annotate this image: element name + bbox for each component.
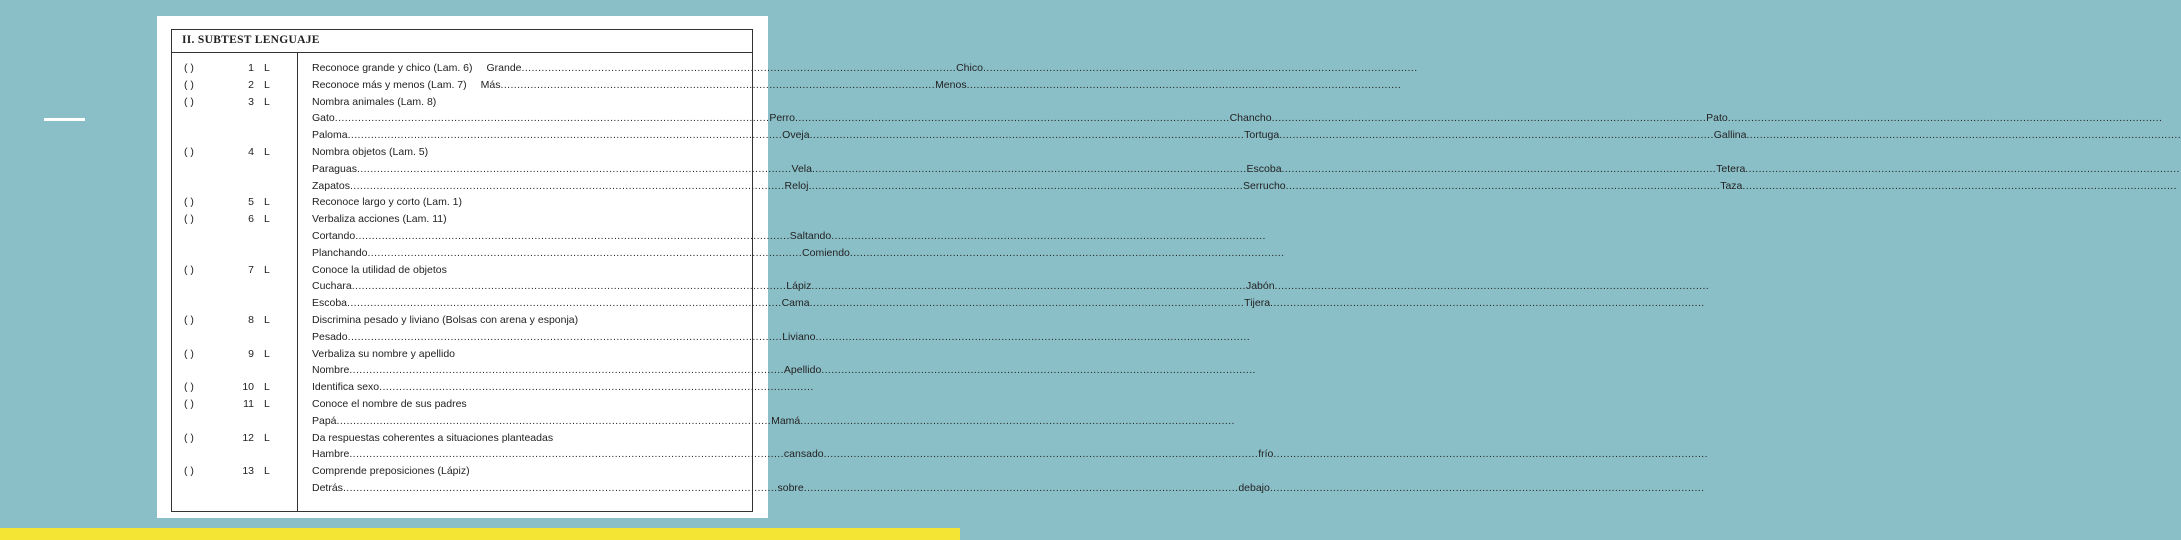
item-fill-row (172, 228, 832, 244)
answer-field (1244, 295, 1704, 311)
answer-blank[interactable] (348, 127, 783, 143)
item-content (312, 144, 732, 160)
answer-label: Perro (769, 112, 796, 125)
item-number: 2 (248, 78, 254, 91)
item-number: 10 (242, 381, 254, 394)
answer-blank[interactable] (824, 446, 1259, 462)
answer-field (312, 446, 784, 462)
item-number: 11 (243, 398, 254, 410)
answer-label: Comiendo (802, 246, 850, 259)
answer-label: Zapatos (312, 179, 350, 192)
item-code: L (264, 78, 270, 91)
answer-field (1238, 480, 1704, 496)
answer-field (1246, 278, 1709, 294)
item-code: L (264, 314, 270, 326)
answer-blank[interactable] (810, 127, 1245, 143)
answer-field (312, 245, 802, 261)
item-fill-row (172, 446, 1274, 462)
item-row (172, 60, 983, 76)
item-checkbox[interactable]: ( ) (184, 95, 194, 108)
item-number: 13 (242, 465, 254, 478)
item-content (312, 60, 983, 76)
answer-field (769, 110, 1229, 126)
answer-blank[interactable] (821, 362, 1256, 378)
item-content (312, 278, 1275, 294)
answer-label: Tijera (1244, 297, 1271, 310)
answer-field (1244, 127, 1714, 143)
answer-blank[interactable] (811, 278, 1246, 294)
item-checkbox[interactable]: ( ) (184, 263, 194, 276)
answer-label: Chancho (1229, 112, 1272, 125)
answer-field (778, 480, 1239, 496)
answer-label: Saltando (789, 230, 832, 242)
answer-label: Pato (1706, 112, 1728, 125)
item-description: Da respuestas coherentes a situaciones planteadas (312, 431, 554, 444)
answer-field (786, 278, 1246, 294)
answer-blank[interactable] (831, 228, 1266, 244)
answer-blank[interactable] (357, 161, 792, 177)
item-content (312, 211, 732, 227)
answer-blank[interactable] (808, 178, 1243, 194)
item-description: Reconoce más y menos (Lam. 7) (312, 78, 467, 91)
answer-label: Escoba (1246, 162, 1282, 175)
answer-label: Cama (781, 297, 810, 310)
answer-blank[interactable] (350, 178, 785, 194)
item-content (312, 295, 1271, 311)
answer-field (782, 295, 1245, 311)
document-page (157, 16, 1747, 518)
answer-blank[interactable] (335, 110, 770, 126)
answer-label: Serrucho (1243, 179, 1286, 192)
answer-field (312, 413, 771, 429)
answer-label: Gato (312, 112, 335, 125)
item-row (172, 262, 752, 278)
answer-blank[interactable] (1272, 110, 1707, 126)
item-content (312, 413, 801, 429)
item-content (312, 312, 732, 328)
answer-blank[interactable] (804, 480, 1239, 496)
item-description: Discrimina pesado y liviano (Bolsas con arena y esponja) (312, 314, 579, 326)
item-checkbox[interactable]: ( ) (184, 314, 194, 326)
item-content (312, 228, 832, 244)
item-content (312, 194, 732, 210)
item-number: 4 (248, 146, 254, 158)
answer-blank[interactable] (1746, 127, 2181, 143)
answer-label: Tetera (1716, 162, 1746, 175)
answer-blank[interactable] (1282, 161, 1717, 177)
item-fill-row (172, 295, 1271, 311)
answer-field (487, 60, 957, 76)
answer-field (1243, 178, 1720, 194)
answer-label: Mamá (771, 414, 801, 427)
item-number: 6 (248, 213, 254, 226)
answer-field (782, 127, 1244, 143)
answer-blank[interactable] (812, 161, 1247, 177)
answer-field (790, 228, 1266, 244)
answer-label: Pesado (312, 330, 348, 343)
answer-field (481, 77, 935, 93)
answer-label: Papá (312, 414, 337, 427)
accent-dash (44, 118, 85, 121)
item-row (172, 430, 752, 446)
item-description: Comprende preposiciones (Lápiz) (312, 465, 470, 478)
answer-blank[interactable] (795, 110, 1230, 126)
answer-field (312, 110, 769, 126)
item-content (312, 94, 732, 110)
item-content (312, 329, 816, 345)
answer-label: Planchando (312, 246, 368, 259)
answer-label: Chico (956, 62, 983, 74)
answer-blank[interactable] (352, 278, 787, 294)
answer-label: Paraguas (312, 162, 357, 175)
item-content (312, 178, 1743, 194)
answer-label: Nombre (312, 364, 350, 377)
answer-blank[interactable] (800, 413, 1235, 429)
answer-field (1716, 161, 2180, 177)
answer-label: cansado (783, 448, 824, 461)
item-fill-row (172, 127, 1747, 143)
answer-label: Detrás (312, 482, 343, 494)
subtest-frame (171, 29, 1747, 512)
item-checkbox[interactable]: ( ) (184, 78, 194, 91)
item-row (172, 346, 752, 362)
item-content (312, 110, 1728, 126)
answer-label: Vela (791, 162, 812, 175)
answer-label: Escoba (312, 297, 348, 310)
answer-field (785, 178, 1244, 194)
answer-blank[interactable] (983, 60, 1418, 76)
item-content (312, 463, 732, 479)
item-content (312, 77, 967, 93)
answer-field (312, 228, 790, 244)
answer-blank[interactable] (850, 245, 1285, 261)
item-fill-row (172, 362, 822, 378)
item-description: Conoce la utilidad de objetos (312, 263, 447, 276)
answer-blank[interactable] (349, 362, 784, 378)
item-row (172, 194, 752, 210)
item-description: Conoce el nombre de sus padres (312, 398, 467, 410)
item-row (172, 379, 752, 395)
item-content (312, 245, 850, 261)
answer-field (1714, 127, 2181, 143)
answer-field (312, 127, 782, 143)
item-code: L (264, 398, 270, 410)
answer-blank[interactable] (522, 60, 957, 76)
item-content (312, 379, 732, 395)
item-number: 8 (248, 314, 254, 326)
item-number: 1 (248, 62, 254, 74)
answer-blank[interactable] (349, 446, 784, 462)
item-content (312, 396, 732, 412)
answer-blank[interactable] (343, 480, 778, 496)
answer-field (782, 329, 1250, 345)
item-number: 7 (248, 263, 254, 276)
item-description: Nombra animales (Lam. 8) (312, 95, 437, 108)
item-content (312, 127, 1747, 143)
bottom-accent-bar (0, 528, 960, 540)
answer-blank[interactable] (1279, 127, 1714, 143)
answer-field (771, 413, 1235, 429)
item-content (312, 480, 1270, 496)
answer-label: Cortando (312, 230, 356, 242)
item-description: Verbaliza su nombre y apellido (312, 347, 456, 360)
answer-field (312, 161, 792, 177)
item-description: Reconoce grande y chico (Lam. 6) (312, 62, 473, 74)
answer-label: Gallina (1713, 129, 1747, 142)
answer-blank[interactable] (347, 295, 782, 311)
item-content (312, 446, 1274, 462)
answer-field (312, 295, 782, 311)
title-rule (172, 52, 752, 53)
answer-field (956, 60, 1417, 76)
item-row (172, 312, 752, 328)
answer-label: sobre (777, 482, 804, 494)
item-fill-row (172, 329, 816, 345)
item-description: Identifica sexo (312, 381, 380, 394)
item-row (172, 94, 752, 110)
answer-label: Apellido (783, 364, 822, 377)
answer-label: Jabón (1245, 280, 1275, 293)
item-fill-row (172, 110, 1728, 126)
answer-field (1706, 110, 2162, 126)
item-content (312, 262, 732, 278)
item-code: L (264, 62, 270, 74)
answer-blank[interactable] (810, 295, 1245, 311)
item-fill-row (172, 413, 801, 429)
item-fill-row (172, 161, 1746, 177)
item-checkbox[interactable]: ( ) (184, 62, 194, 74)
answer-field (1258, 446, 1708, 462)
item-content (312, 346, 732, 362)
item-description: Verbaliza acciones (Lam. 11) (312, 213, 447, 226)
answer-blank[interactable] (348, 329, 783, 345)
answer-blank[interactable] (501, 77, 936, 93)
answer-blank[interactable] (379, 379, 732, 395)
answer-label: Liviano (782, 330, 816, 343)
answer-field (784, 446, 1258, 462)
item-number: 12 (242, 431, 254, 444)
answer-blank[interactable] (815, 329, 1250, 345)
item-fill-row (172, 178, 1743, 194)
answer-label: Tortuga (1244, 129, 1280, 142)
answer-label: Taza (1720, 179, 1743, 192)
item-row (172, 396, 752, 412)
answer-field (792, 161, 1247, 177)
answer-label: frío (1258, 448, 1274, 461)
answer-label: Menos (935, 78, 967, 91)
answer-blank[interactable] (1286, 178, 1721, 194)
item-fill-row (172, 480, 1270, 496)
item-code: L (264, 146, 270, 158)
answer-label: Oveja (782, 129, 810, 142)
answer-label: Paloma (312, 129, 348, 142)
answer-blank[interactable] (1273, 446, 1708, 462)
item-content (312, 362, 822, 378)
item-code: L (264, 95, 270, 108)
answer-label: debajo (1238, 482, 1270, 494)
answer-field (1230, 110, 1707, 126)
answer-label: Reloj (784, 179, 809, 192)
item-row (172, 211, 752, 227)
answer-field (312, 362, 784, 378)
item-checkbox[interactable]: ( ) (184, 347, 194, 360)
answer-blank[interactable] (967, 77, 1402, 93)
answer-field (312, 278, 786, 294)
item-code: L (264, 347, 270, 360)
item-checkbox[interactable]: ( ) (184, 196, 194, 209)
answer-field (802, 245, 1284, 261)
item-content (312, 161, 1746, 177)
item-code: L (264, 263, 270, 276)
answer-field (312, 178, 785, 194)
answer-blank[interactable] (1275, 278, 1710, 294)
answer-blank[interactable] (355, 228, 790, 244)
answer-blank[interactable] (1742, 178, 2177, 194)
answer-label: Lápiz (786, 280, 812, 293)
item-code: L (264, 196, 270, 209)
answer-label: Más (480, 78, 501, 91)
item-number: 9 (248, 347, 254, 360)
item-checkbox[interactable]: ( ) (184, 381, 194, 394)
item-content (312, 430, 732, 446)
item-code: L (264, 465, 270, 478)
item-checkbox[interactable]: ( ) (184, 465, 194, 478)
answer-label: Hambre (312, 448, 350, 461)
item-code: L (264, 431, 270, 444)
item-row (172, 77, 967, 93)
item-checkbox[interactable]: ( ) (184, 398, 194, 410)
answer-field (784, 362, 1256, 378)
answer-label: Cuchara (312, 280, 352, 293)
item-fill-row (172, 245, 850, 261)
item-description: Reconoce largo y corto (Lam. 1) (312, 196, 462, 209)
answer-field (935, 77, 1401, 93)
answer-blank[interactable] (1270, 480, 1705, 496)
answer-field (312, 480, 778, 496)
item-row (172, 463, 752, 479)
item-fill-row (172, 278, 1275, 294)
answer-field (1720, 178, 2177, 194)
item-number: 5 (248, 196, 254, 209)
item-checkbox[interactable]: ( ) (184, 146, 194, 158)
answer-blank[interactable] (337, 413, 772, 429)
item-description: Nombra objetos (Lam. 5) (312, 146, 429, 158)
answer-blank[interactable] (1728, 110, 2163, 126)
item-row (172, 144, 752, 160)
answer-blank[interactable] (1745, 161, 2180, 177)
item-code: L (264, 381, 270, 394)
item-checkbox[interactable]: ( ) (184, 431, 194, 444)
answer-blank[interactable] (367, 245, 802, 261)
item-code: L (264, 213, 270, 226)
subtest-title: II. SUBTEST LENGUAJE (182, 34, 320, 46)
item-number: 3 (248, 95, 254, 108)
item-checkbox[interactable]: ( ) (184, 213, 194, 226)
answer-label: Grande (486, 62, 522, 74)
answer-blank[interactable] (1270, 295, 1705, 311)
answer-field (312, 329, 782, 345)
answer-field (1247, 161, 1717, 177)
